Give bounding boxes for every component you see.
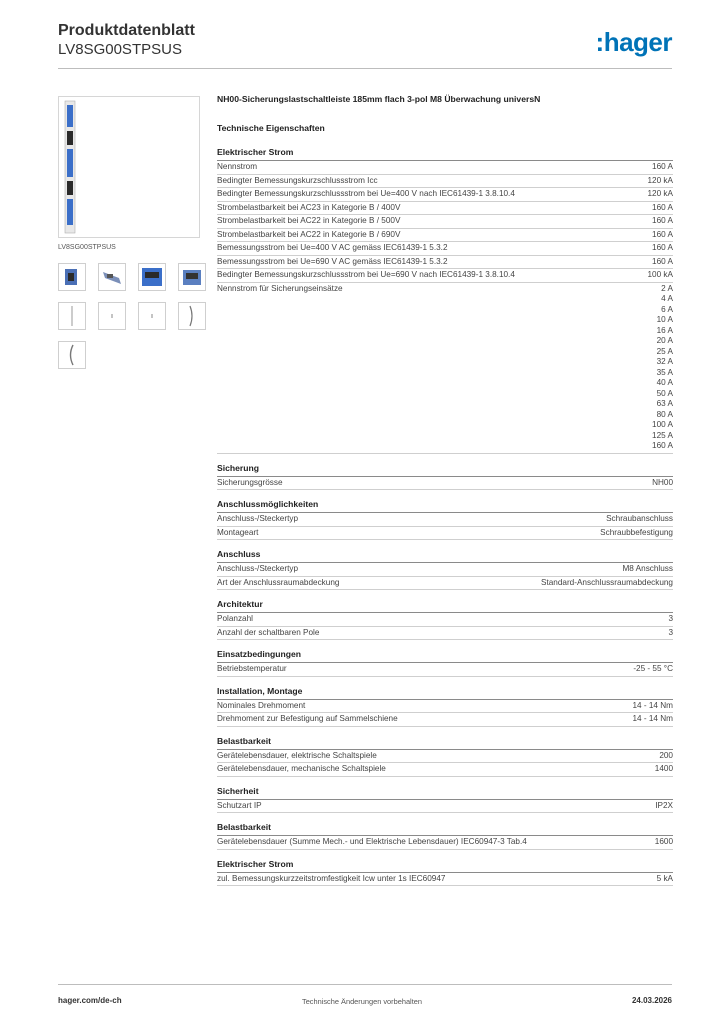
- spec-label: Betriebstemperatur: [217, 664, 287, 673]
- spec-value: [633, 664, 673, 675]
- product-image-label: LV8SG00STPSUS: [58, 244, 116, 251]
- spec-value-line: 25 A: [656, 346, 673, 356]
- spec-row: [217, 750, 673, 764]
- spec-value-line: Standard-Anschlussraumabdeckung: [541, 577, 673, 587]
- spec-value: [668, 614, 673, 625]
- thumbnail-2[interactable]: [98, 263, 126, 291]
- spec-section: [217, 649, 673, 677]
- footer-divider: [58, 984, 672, 985]
- thumbnail-7[interactable]: [138, 302, 166, 330]
- spec-value: [657, 874, 673, 885]
- spec-row: [217, 563, 673, 577]
- spec-value: [648, 176, 674, 187]
- spec-value-line: 50 A: [656, 388, 673, 398]
- spec-sections: [217, 147, 673, 886]
- section-title: Belastbarkeit: [217, 822, 673, 836]
- spec-value-line: 3: [668, 627, 673, 637]
- spec-row: [217, 202, 673, 216]
- thumbnail-graphic: [139, 303, 165, 329]
- spec-label: Anzahl der schaltbaren Pole: [217, 627, 320, 637]
- spec-value: [652, 162, 673, 173]
- spec-row: [217, 283, 673, 454]
- spec-row: [217, 269, 673, 283]
- spec-value: [622, 564, 673, 575]
- spec-value: [652, 478, 673, 489]
- footer-date: 24.03.2026: [631, 996, 672, 1005]
- thumbnail-graphic: [179, 303, 205, 329]
- spec-value: [652, 230, 673, 241]
- spec-section: [217, 686, 673, 727]
- spec-value-line: 120 kA: [647, 189, 673, 198]
- spec-value-line: 14 - 14 Nm: [632, 700, 673, 710]
- thumbnail-3[interactable]: [138, 263, 166, 291]
- spec-value: [668, 628, 673, 639]
- document-title: Produktdatenblatt: [58, 22, 195, 39]
- spec-row: [217, 229, 673, 243]
- spec-row: [217, 873, 673, 887]
- spec-value: [652, 257, 673, 268]
- spec-row: [217, 763, 673, 777]
- spec-section: [217, 859, 673, 887]
- spec-value-line: 100 A: [652, 420, 673, 429]
- spec-value-line: 3: [668, 614, 673, 623]
- spec-value: [652, 284, 673, 452]
- section-title: Elektrischer Strom: [217, 859, 673, 873]
- spec-row: [217, 577, 673, 591]
- product-title: NH00-Sicherungslastschaltleiste 185mm flach 3-pol M8 Überwachung universN: [217, 94, 541, 104]
- spec-value-line: 160 A: [652, 441, 673, 450]
- spec-label: Bemessungsstrom bei Ue=690 V AC gemäss IEC61439-1 5.3.2: [217, 256, 448, 266]
- spec-row: [217, 477, 673, 491]
- spec-value-line: 63 A: [656, 399, 673, 408]
- spec-label: Bemessungsstrom bei Ue=400 V AC gemäss IEC61439-1 5.3.2: [217, 243, 448, 252]
- spec-label: Schutzart IP: [217, 800, 262, 810]
- spec-label: Strombelastbarkeit bei AC22 in Kategorie B / 690V: [217, 229, 401, 239]
- spec-label: zul. Bemessungskurzzeitstromfestigkeit Icw unter 1s IEC60947: [217, 873, 446, 883]
- spec-row: [217, 215, 673, 229]
- thumbnail-graphic: [139, 264, 165, 290]
- spec-label: Anschluss-/Steckertyp: [217, 564, 298, 573]
- technical-properties-heading: Technische Eigenschaften: [217, 123, 325, 133]
- spec-value-line: 160 A: [652, 243, 673, 252]
- section-title: Elektrischer Strom: [217, 147, 673, 161]
- spec-label: Drehmoment zur Befestigung auf Sammelschiene: [217, 714, 398, 723]
- spec-row: [217, 175, 673, 189]
- spec-value-line: 160 A: [652, 229, 673, 239]
- spec-label: Sicherungsgrösse: [217, 477, 283, 487]
- thumbnail-graphic: [99, 264, 125, 290]
- spec-label: Nennstrom: [217, 162, 258, 171]
- spec-section: [217, 549, 673, 590]
- thumbnail-8[interactable]: [178, 302, 206, 330]
- spec-row: [217, 161, 673, 175]
- spec-section: [217, 822, 673, 850]
- spec-value: [600, 528, 673, 539]
- spec-value-line: M8 Anschluss: [622, 564, 673, 573]
- spec-value: [648, 270, 674, 281]
- spec-value: [659, 751, 673, 762]
- thumbnail-6[interactable]: [98, 302, 126, 330]
- spec-value-line: Schraubbefestigung: [600, 527, 673, 537]
- spec-value: [655, 837, 673, 848]
- spec-section: [217, 786, 673, 814]
- spec-value-line: 160 A: [652, 256, 673, 266]
- product-image[interactable]: [58, 96, 200, 238]
- thumbnail-9[interactable]: [58, 341, 86, 369]
- spec-value: [606, 514, 673, 525]
- spec-value-line: 32 A: [656, 357, 673, 366]
- thumbnail-graphic: [59, 264, 85, 290]
- spec-row: [217, 188, 673, 202]
- spec-content: [217, 94, 673, 886]
- spec-label: Nennstrom für Sicherungseinsätze: [217, 283, 343, 293]
- spec-section: [217, 499, 673, 540]
- spec-value-line: IP2X: [655, 800, 673, 810]
- spec-value-line: 160 A: [652, 162, 673, 171]
- spec-value-line: 35 A: [656, 367, 673, 377]
- spec-label: Montageart: [217, 527, 259, 537]
- spec-label: Gerätelebensdauer, elektrische Schaltspiele: [217, 750, 377, 760]
- product-code: LV8SG00STPSUS: [58, 41, 182, 58]
- spec-value-line: 160 A: [652, 216, 673, 225]
- spec-value-line: 4 A: [661, 294, 673, 303]
- hager-logo: :hager: [595, 27, 672, 57]
- spec-value: [633, 714, 674, 725]
- spec-value-line: 120 kA: [647, 175, 673, 185]
- thumbnail-5[interactable]: [58, 302, 86, 330]
- spec-row: [217, 513, 673, 527]
- spec-value-line: Schraubanschluss: [606, 514, 673, 523]
- spec-value-line: 160 A: [652, 202, 673, 212]
- section-title: Sicherung: [217, 463, 673, 477]
- spec-row: [217, 713, 673, 727]
- spec-value-line: 6 A: [661, 304, 673, 314]
- spec-value-line: 1600: [654, 837, 673, 846]
- spec-value-line: 125 A: [652, 430, 673, 440]
- thumbnail-graphic: [59, 303, 85, 329]
- spec-label: Gerätelebensdauer (Summe Mech.- und Elektrische Lebensdauer) IEC60947-3 Tab.4: [217, 837, 527, 846]
- spec-row: [217, 527, 673, 541]
- spec-value-line: 2 A: [661, 283, 673, 293]
- section-title: Belastbarkeit: [217, 736, 673, 750]
- spec-section: [217, 463, 673, 491]
- spec-label: Strombelastbarkeit bei AC22 in Kategorie B / 500V: [217, 216, 401, 225]
- thumbnail-graphic: [99, 303, 125, 329]
- thumbnail-graphic: [179, 264, 205, 290]
- spec-section: [217, 147, 673, 454]
- spec-value: [652, 243, 673, 254]
- section-title: Anschluss: [217, 549, 673, 563]
- spec-value: [652, 216, 673, 227]
- spec-label: Bedingter Bemessungskurzschlussstrom Icc: [217, 175, 378, 185]
- spec-label: Gerätelebensdauer, mechanische Schaltspiele: [217, 764, 386, 773]
- thumbnail-1[interactable]: [58, 263, 86, 291]
- spec-value: [541, 578, 673, 589]
- spec-value-line: 10 A: [656, 315, 673, 324]
- thumbnail-graphic: [59, 342, 85, 368]
- section-title: Sicherheit: [217, 786, 673, 800]
- spec-row: [217, 800, 673, 814]
- spec-value-line: 1400: [654, 764, 673, 773]
- spec-value-line: 80 A: [656, 409, 673, 419]
- spec-row: [217, 836, 673, 850]
- spec-value-line: 200: [659, 750, 673, 760]
- spec-section: [217, 736, 673, 777]
- section-title: Installation, Montage: [217, 686, 673, 700]
- spec-value-line: 40 A: [656, 378, 673, 387]
- spec-value-line: 14 - 14 Nm: [632, 714, 673, 723]
- spec-value: [648, 189, 674, 200]
- spec-label: Strombelastbarkeit bei AC23 in Kategorie B / 400V: [217, 202, 401, 212]
- spec-label: Bedingter Bemessungskurzschlussstrom bei Ue=400 V nach IEC61439-1 3.8.10.4: [217, 189, 515, 198]
- footer-website[interactable]: hager.com/de-ch: [58, 996, 122, 1005]
- spec-value-line: 5 kA: [656, 873, 673, 883]
- header-divider: [58, 68, 672, 69]
- spec-value-line: 100 kA: [647, 270, 673, 279]
- spec-label: Art der Anschlussraumabdeckung: [217, 577, 340, 587]
- spec-row: [217, 242, 673, 256]
- spec-value-line: -25 - 55 °C: [633, 664, 673, 673]
- spec-row: [217, 613, 673, 627]
- section-title: Architektur: [217, 599, 673, 613]
- spec-value-line: NH00: [652, 477, 673, 487]
- spec-label: Bedingter Bemessungskurzschlussstrom bei Ue=690 V nach IEC61439-1 3.8.10.4: [217, 270, 515, 279]
- spec-row: [217, 700, 673, 714]
- product-image-graphic: [59, 97, 199, 237]
- thumbnail-4[interactable]: [178, 263, 206, 291]
- spec-value: [633, 701, 674, 712]
- spec-row: [217, 256, 673, 270]
- spec-section: [217, 599, 673, 640]
- section-title: Einsatzbedingungen: [217, 649, 673, 663]
- section-title: Anschlussmöglichkeiten: [217, 499, 673, 513]
- spec-value: [655, 764, 673, 775]
- spec-label: Anschluss-/Steckertyp: [217, 514, 298, 523]
- spec-row: [217, 663, 673, 677]
- spec-value-line: 16 A: [656, 325, 673, 335]
- spec-value-line: 20 A: [656, 336, 673, 345]
- spec-value: [655, 801, 673, 812]
- spec-label: Polanzahl: [217, 614, 253, 623]
- spec-label: Nominales Drehmoment: [217, 700, 306, 710]
- spec-row: [217, 627, 673, 641]
- footer-disclaimer: Technische Änderungen vorbehalten: [302, 997, 422, 1006]
- spec-value: [652, 203, 673, 214]
